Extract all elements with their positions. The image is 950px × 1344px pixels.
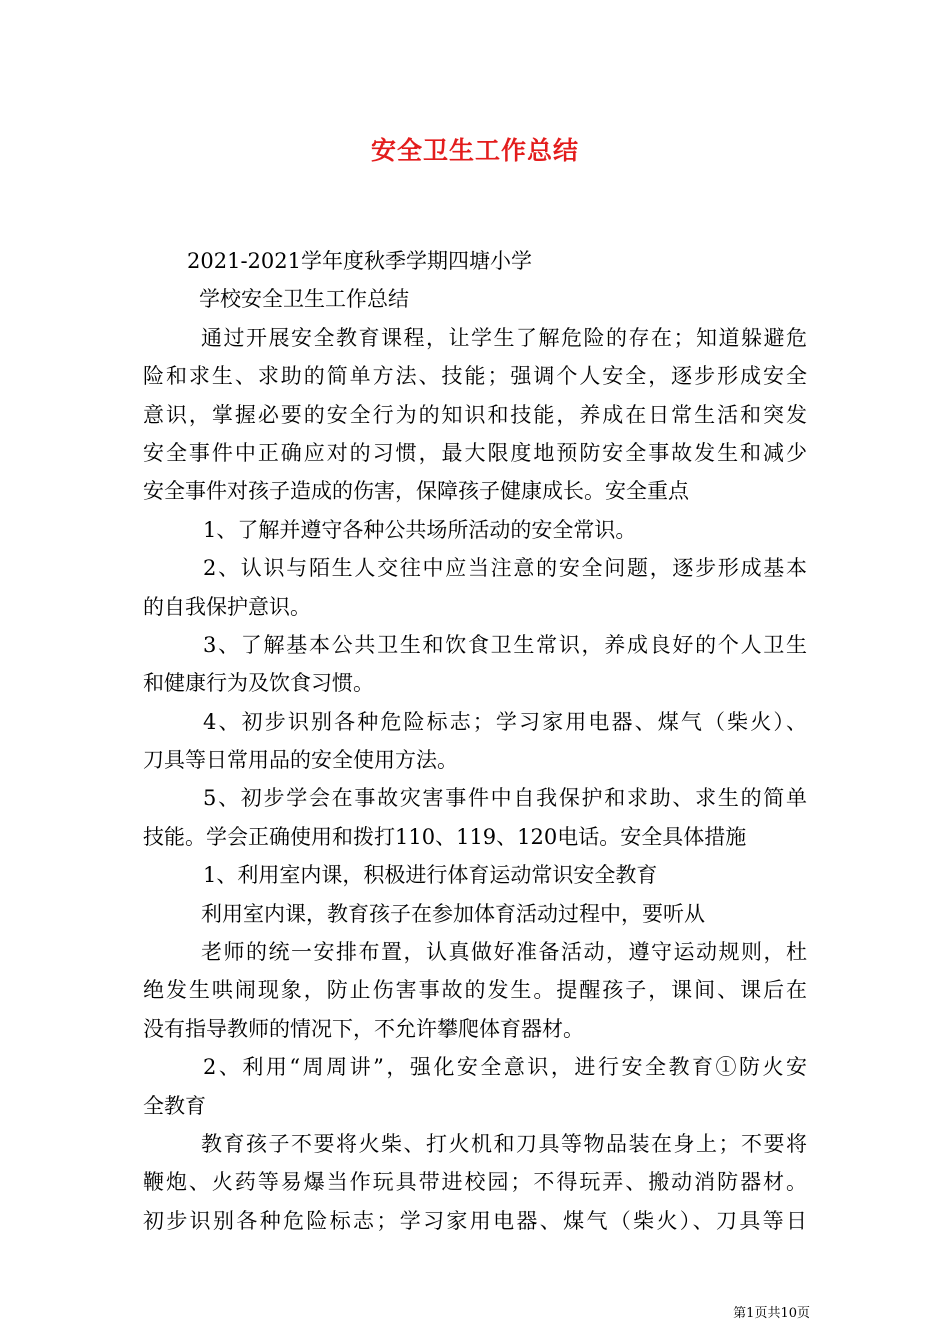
text-line: 意识，掌握必要的安全行为的知识和技能，养成在日常生活和突发 xyxy=(143,402,807,427)
document-body xyxy=(143,242,807,1240)
text-line: 初步识别各种危险标志；学习家用电器、煤气（柴火）、刀具等日 xyxy=(143,1208,807,1233)
text-line: 险和求生、求助的简单方法、技能；强调个人安全，逐步形成安全 xyxy=(143,364,807,389)
text-line: 没有指导教师的情况下，不允许攀爬体育器材。 xyxy=(143,1016,584,1041)
text-line: 和健康行为及饮食习惯。 xyxy=(143,671,374,696)
text-line: 2021-2021学年度秋季学期四塘小学 xyxy=(187,249,532,273)
document-title: 安全卫生工作总结 xyxy=(370,136,579,165)
text-line: 老师的统一安排布置，认真做好准备活动，遵守运动规则，杜 xyxy=(201,940,807,965)
text-line: 鞭炮、火药等易爆当作玩具带进校园；不得玩弄、搬动消防器材。 xyxy=(143,1170,807,1195)
text-line: 刀具等日常用品的安全使用方法。 xyxy=(143,748,458,773)
text-line: 教育孩子不要将火柴、打火机和刀具等物品装在身上；不要将 xyxy=(201,1131,807,1156)
text-line: 2、利用“周周讲”，强化安全意识，进行安全教育①防火安 xyxy=(203,1055,807,1080)
text-line: 安全事件对孩子造成的伤害，保障孩子健康成长。安全重点 xyxy=(143,479,689,504)
text-line: 4、初步识别各种危险标志；学习家用电器、煤气（柴火）、 xyxy=(203,709,807,734)
text-line: 技能。学会正确使用和拨打110、119、120电话。安全具体措施 xyxy=(143,824,747,849)
text-line: 绝发生哄闹现象，防止伤害事故的发生。提醒孩子，课间、课后在 xyxy=(143,978,807,1003)
text-line: 全教育 xyxy=(143,1093,206,1118)
text-line: 2、认识与陌生人交往中应当注意的安全问题，逐步形成基本 xyxy=(203,556,807,581)
text-line: 的自我保护意识。 xyxy=(143,594,311,619)
text-line: 1、了解并遵守各种公共场所活动的安全常识。 xyxy=(203,517,637,542)
text-line: 1、利用室内课，积极进行体育运动常识安全教育 xyxy=(203,863,658,888)
text-line: 3、了解基本公共卫生和饮食卫生常识，养成良好的个人卫生 xyxy=(203,632,807,657)
text-line: 利用室内课，教育孩子在参加体育活动过程中，要听从 xyxy=(201,901,705,926)
text-line: 通过开展安全教育课程，让学生了解危险的存在；知道躲避危 xyxy=(201,325,807,350)
text-line: 5、初步学会在事故灾害事件中自我保护和求助、求生的简单 xyxy=(203,786,807,811)
text-line: 学校安全卫生工作总结 xyxy=(199,287,409,312)
text-line: 安全事件中正确应对的习惯，最大限度地预防安全事故发生和减少 xyxy=(143,440,807,465)
page-number: 第1页共10页 xyxy=(733,1306,810,1321)
